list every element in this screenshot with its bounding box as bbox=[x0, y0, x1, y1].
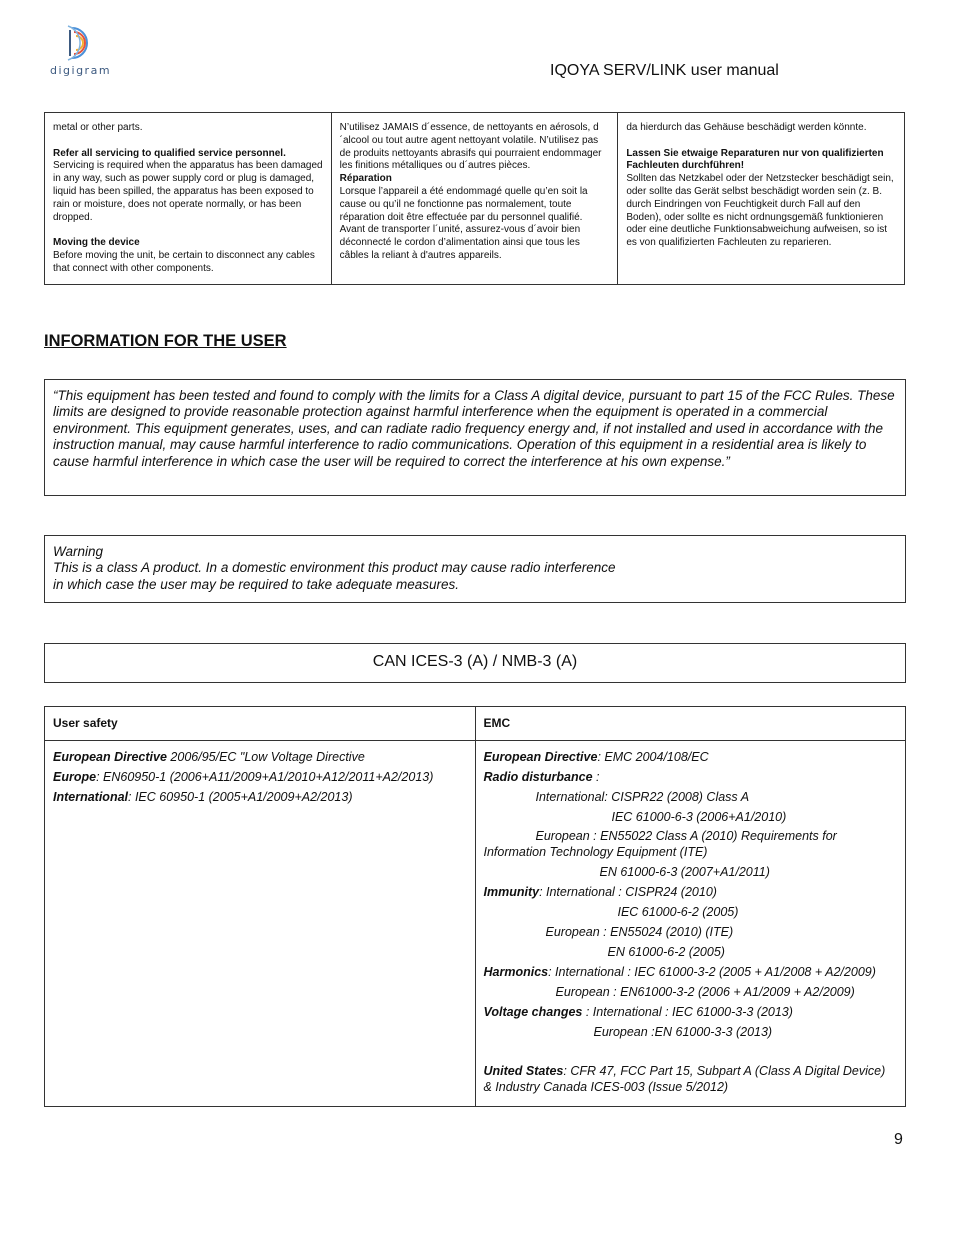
emc-radio-intl-2: IEC 61000-6-3 (2006+A1/2010) bbox=[611, 810, 787, 824]
user-safety-cell bbox=[45, 741, 476, 1107]
emc-header: EMC bbox=[475, 707, 906, 741]
fr-repair-text: Lorsque l’appareil a été endommagé quelle qu’en soit la cause ou qu’il ne fonctionne pas normalement, toute réparation doit être effectuée par du personnel qualifié. Avant de transporter l´unité, assurez-vous d´avoir bien déconnecté le cordon d’alimentation ainsi que tous les câbles la reliant à d'autres appareils. bbox=[339, 185, 588, 261]
emc-voltage-eu: European :EN 61000-3-3 (2013) bbox=[593, 1025, 773, 1039]
de-intro: da hierdurch das Gehäuse beschädigt werden könnte. bbox=[626, 122, 867, 133]
digigram-logo-icon bbox=[62, 24, 102, 62]
german-column bbox=[618, 113, 905, 285]
emc-immunity: Immunity: International : CISPR24 (2010) bbox=[483, 885, 717, 899]
emc-cell bbox=[475, 741, 906, 1107]
page-number: 9 bbox=[894, 1131, 903, 1148]
safety-instructions-table bbox=[44, 112, 905, 285]
standards-table bbox=[44, 706, 906, 1107]
emc-immunity-eu-2: EN 61000-6-2 (2005) bbox=[607, 945, 725, 959]
logo-text: digigram bbox=[50, 64, 112, 77]
de-repair-text: Sollten das Netzkabel oder der Netzstecker beschädigt sein, oder sollte das Gerät selbst beschädigt worden sein (z. B. durch Eindringen von Feuchtigkeit durch Fall auf den Boden), oder sollte es nicht ordnungsgemäß funktionieren oder eine deutliche Funktionsabweichung aufweisen, so ist es von qualifizierten Fachleuten zu reparieren. bbox=[626, 173, 894, 249]
en-moving-text: Before moving the unit, be certain to disconnect any cables that connect with other components. bbox=[53, 249, 315, 274]
fcc-statement: “This equipment has been tested and found to comply with the limits for a Class A digital device, pursuant to part 15 of the FCC Rules. These limits are designed to provide reasonable protection against harmful interference when the equipment is operated in a commercial environment. This equipment generates, uses, and can radiate radio frequency energy and, if not installed and used in accordance with the instruction manual, may cause harmful interference to radio communications. Operation of this equipment in a residential area is likely to cause harmful interference in which case the user will be required to correct the interference at his own expense.” bbox=[53, 388, 895, 469]
user-safety-header: User safety bbox=[45, 707, 476, 741]
emc-radio-eu-2: EN 61000-6-3 (2007+A1/2011) bbox=[599, 865, 770, 879]
emc-radio-eu: European : EN55022 Class A (2010) Requirements for Information Technology Equipment (ITE) bbox=[483, 829, 837, 859]
can-ices-label: CAN ICES-3 (A) / NMB-3 (A) bbox=[372, 653, 578, 670]
fcc-statement-box bbox=[44, 379, 906, 496]
emc-voltage-changes: Voltage changes : International : IEC 61000-3-3 (2013) bbox=[483, 1005, 793, 1019]
en-intro: metal or other parts. bbox=[53, 122, 143, 133]
en-servicing-text: Servicing is required when the apparatus has been damaged in any way, such as power supply cord or plug is damaged, liquid has been spilled, the apparatus has been exposed to rain or moisture, does not operate normally, or has been dropped. bbox=[53, 160, 323, 223]
emc-radio-intl: International: CISPR22 (2008) Class A bbox=[535, 790, 750, 804]
fr-intro: N’utilisez JAMAIS d´essence, de nettoyants en aérosols, d´alcool ou tout autre agent nettoyant volatile. N’utilisez pas de produits nettoyants abrasifs qui pourraient endommager les finitions métalliques ou d´autres pièces. bbox=[339, 122, 602, 172]
emc-radio-disturbance: Radio disturbance : bbox=[483, 770, 600, 784]
can-ices-box bbox=[44, 643, 906, 683]
company-logo bbox=[48, 24, 118, 80]
english-column bbox=[45, 113, 332, 285]
de-repair-title: Lassen Sie etwaige Reparaturen nur von qualifizierten Fachleuten durchführen! bbox=[626, 147, 884, 172]
emc-directive: European Directive: EMC 2004/108/EC bbox=[483, 750, 709, 764]
user-safety-line: Europe: EN60950-1 (2006+A11/2009+A1/2010+A12/2011+A2/2013) bbox=[53, 770, 434, 784]
warning-line-1: This is a class A product. In a domestic environment this product may cause radio interference bbox=[53, 560, 616, 576]
warning-line-2: in which case the user may be required to take adequate measures. bbox=[53, 576, 459, 592]
french-column bbox=[331, 113, 618, 285]
document-title: IQOYA SERV/LINK user manual bbox=[550, 62, 779, 79]
emc-immunity-eu: European : EN55024 (2010) (ITE) bbox=[545, 925, 734, 939]
emc-united-states: United States: CFR 47, FCC Part 15, Subpart A (Class A Digital Device) & Industry Canada ICES-003 (Issue 5/2012) bbox=[483, 1064, 886, 1094]
warning-title: Warning bbox=[53, 544, 104, 559]
emc-harmonics: Harmonics: International : IEC 61000-3-2 (2005 + A1/2008 + A2/2009) bbox=[483, 965, 876, 979]
section-heading: INFORMATION FOR THE USER bbox=[44, 332, 287, 350]
user-safety-line: International: IEC 60950-1 (2005+A1/2009+A2/2013) bbox=[53, 790, 353, 804]
emc-immunity-2: IEC 61000-6-2 (2005) bbox=[617, 905, 739, 919]
en-servicing-title: Refer all servicing to qualified service personnel. bbox=[53, 147, 286, 159]
en-moving-title: Moving the device bbox=[53, 237, 140, 249]
warning-box bbox=[44, 535, 906, 603]
fr-repair-title: Réparation bbox=[339, 173, 392, 185]
emc-harmonics-eu: European : EN61000-3-2 (2006 + A1/2009 + A2/2009) bbox=[555, 985, 855, 999]
user-safety-line: European Directive 2006/95/EC "Low Voltage Directive bbox=[53, 750, 365, 764]
